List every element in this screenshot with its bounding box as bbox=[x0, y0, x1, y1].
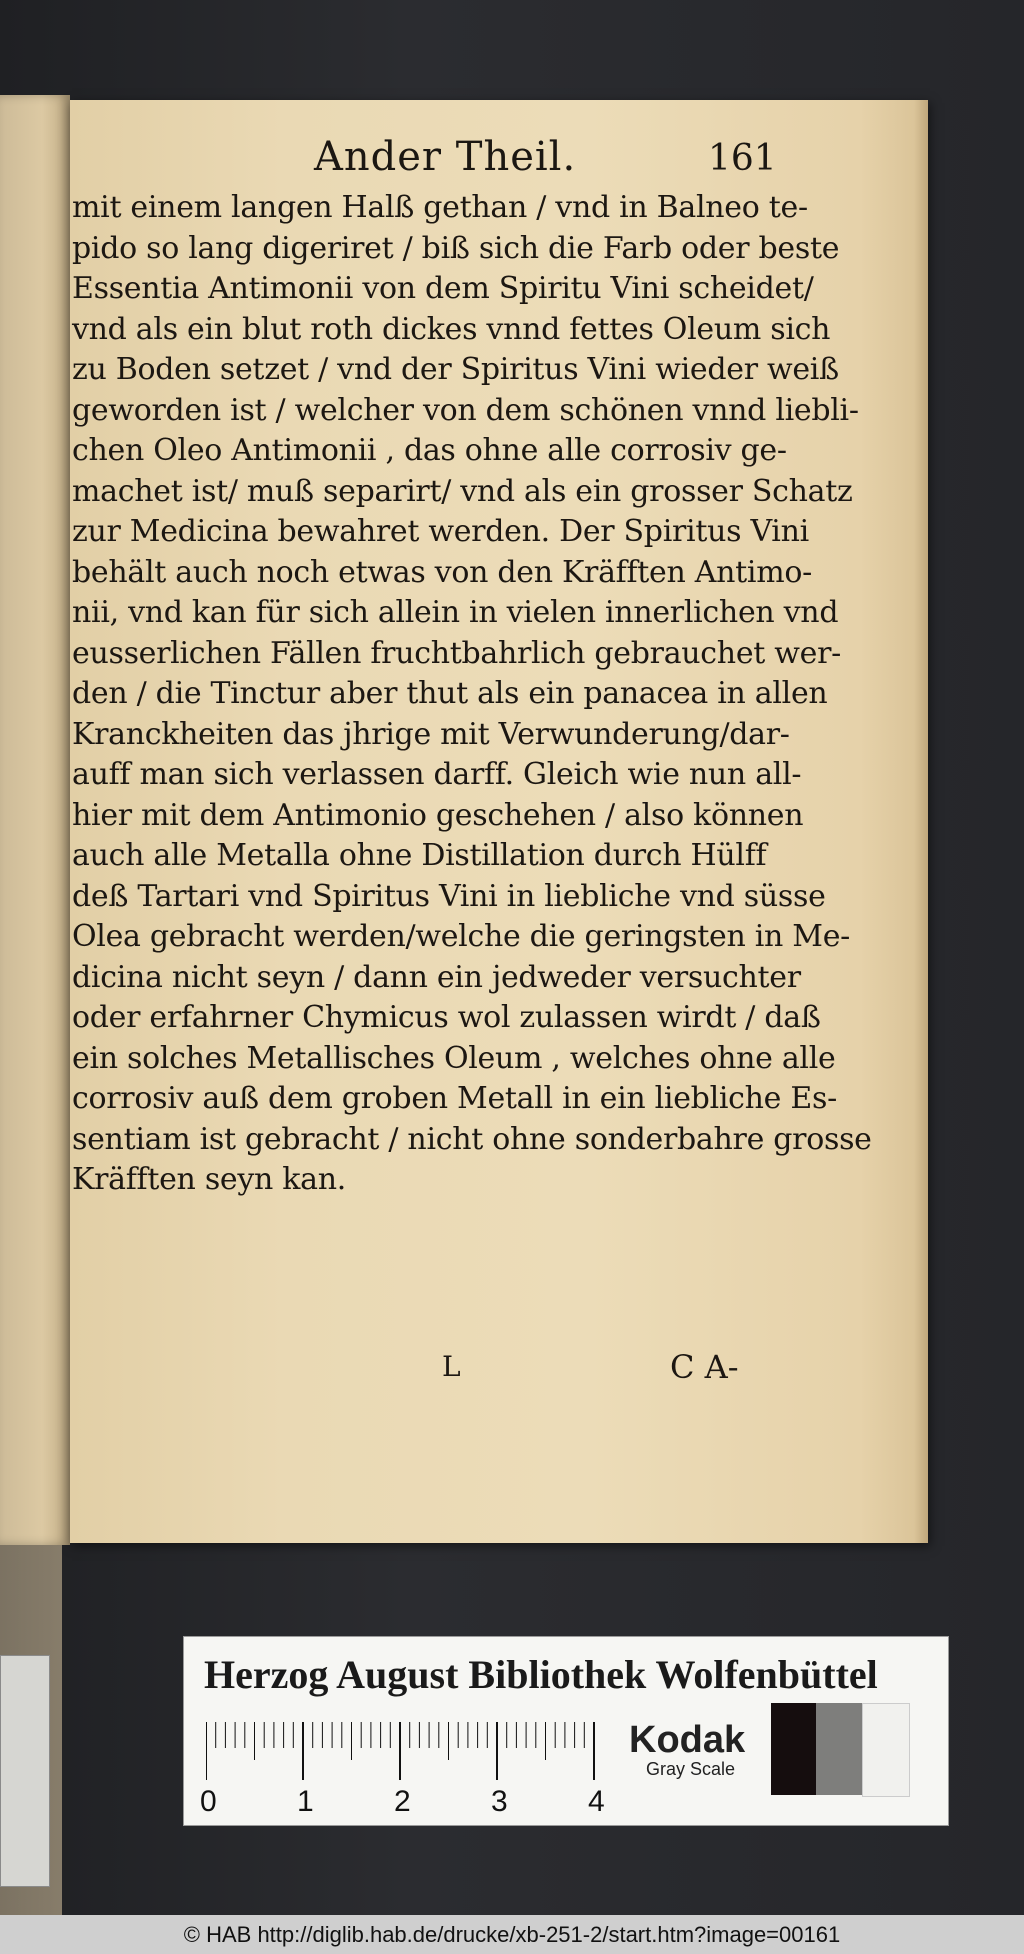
running-head bbox=[70, 134, 928, 184]
text-line: machet ist/ muß separirt/ vnd als ein grosser Schatz bbox=[72, 473, 853, 509]
ruler-number: 2 bbox=[394, 1785, 411, 1818]
text-line: pido so lang digeriret / biß sich die Farb oder beste bbox=[72, 230, 840, 266]
black-swatch bbox=[771, 1703, 816, 1795]
catchword: C A- bbox=[670, 1348, 739, 1386]
text-line: auch alle Metalla ohne Distillation durch Hülff bbox=[72, 838, 767, 873]
library-name: Herzog August Bibliothek Wolfenbüttel bbox=[204, 1652, 878, 1697]
book-page bbox=[70, 100, 928, 1543]
text-line: hier mit dem Antimonio geschehen / also können bbox=[72, 797, 804, 833]
text-line: Kräfften seyn kan. bbox=[72, 1162, 346, 1197]
text-line: behält auch noch etwas von den Kräfften Antimo- bbox=[72, 554, 812, 590]
running-head-title: Ander Theil. bbox=[314, 134, 577, 180]
text-line: nii, vnd kan für sich allein in vielen innerlichen vnd bbox=[72, 595, 839, 630]
text-line: geworden ist / welcher von dem schönen vnnd liebli- bbox=[72, 392, 859, 428]
text-line: zu Boden setzet / vnd der Spiritus Vini wieder weiß bbox=[72, 352, 839, 387]
text-line: ein solches Metallisches Oleum , welches ohne alle bbox=[72, 1040, 836, 1076]
text-line: Essentia Antimonii von dem Spiritu Vini scheidet/ bbox=[72, 271, 814, 306]
text-line: sentiam ist gebracht / nicht ohne sonderbahre grosse bbox=[72, 1121, 872, 1157]
text-line: chen Oleo Antimonii , das ohne alle corrosiv ge- bbox=[72, 433, 787, 468]
kodak-logo: Kodak bbox=[629, 1719, 746, 1761]
ruler-scale bbox=[206, 1722, 596, 1780]
text-line: corrosiv auß dem groben Metall in ein liebliche Es- bbox=[72, 1081, 837, 1116]
text-line: den / die Tinctur aber thut als ein panacea in allen bbox=[72, 676, 828, 711]
text-line: Olea gebracht werden/welche die geringsten in Me- bbox=[72, 919, 851, 954]
text-line: vnd als ein blut roth dickes vnnd fettes Oleum sich bbox=[72, 311, 831, 347]
ruler-number: 1 bbox=[297, 1785, 314, 1818]
text-line: mit einem langen Halß gethan / vnd in Balneo te- bbox=[72, 190, 808, 225]
previous-card-edge bbox=[0, 1655, 50, 1887]
library-color-card bbox=[183, 1636, 949, 1826]
text-line: auff man sich verlassen darff. Gleich wie nun all- bbox=[72, 757, 802, 792]
gray-swatch bbox=[816, 1703, 862, 1795]
text-line: deß Tartari vnd Spiritus Vini in liebliche vnd süsse bbox=[72, 878, 826, 914]
ruler-number: 3 bbox=[491, 1785, 508, 1818]
text-line: Kranckheiten das jhrige mit Verwunderung/dar- bbox=[72, 716, 790, 752]
source-url[interactable]: © HAB http://diglib.hab.de/drucke/xb-251-2/start.htm?image=00161 bbox=[183, 1922, 841, 1947]
previous-page-edge bbox=[0, 95, 70, 1545]
source-footer bbox=[0, 1915, 1024, 1954]
text-line: eusserlichen Fällen fruchtbahrlich gebrauchet wer- bbox=[72, 635, 841, 671]
page-number: 161 bbox=[708, 138, 777, 179]
signature-mark: L bbox=[442, 1350, 461, 1383]
white-swatch bbox=[862, 1703, 910, 1797]
gray-scale-label: Gray Scale bbox=[646, 1759, 736, 1779]
body-text bbox=[70, 188, 872, 1201]
text-line: dicina nicht seyn / dann ein jedweder versuchter bbox=[72, 959, 801, 995]
ruler-number: 0 bbox=[200, 1785, 217, 1818]
text-line: oder erfahrner Chymicus wol zulassen wirdt / daß bbox=[72, 1000, 821, 1035]
text-line: zur Medicina bewahret werden. Der Spiritus Vini bbox=[72, 514, 809, 549]
ruler-number: 4 bbox=[588, 1785, 605, 1818]
